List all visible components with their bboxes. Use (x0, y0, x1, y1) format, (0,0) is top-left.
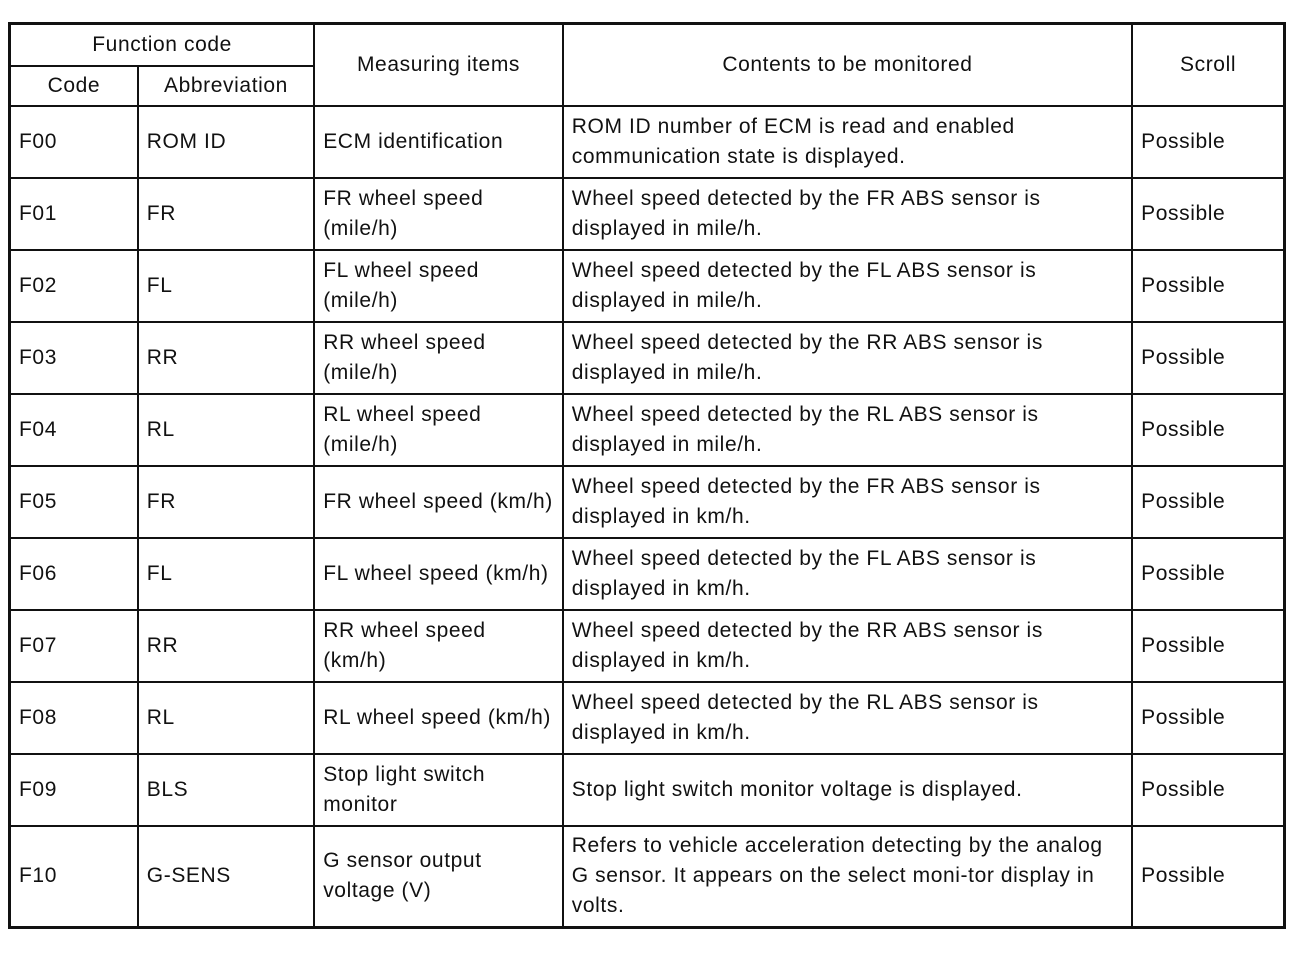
contents-cell: Wheel speed detected by the FL ABS sensor is displayed in km/h. (563, 538, 1132, 610)
abbreviation-cell: FL (138, 250, 314, 322)
measuring-item-cell: Stop light switch monitor (314, 754, 563, 826)
measuring-item-cell: ECM identification (314, 106, 563, 178)
table-row (10, 250, 1285, 322)
code-cell: F10 (10, 826, 138, 928)
abbreviation-cell: G-SENS (138, 826, 314, 928)
measuring-item-cell: RL wheel speed (km/h) (314, 682, 563, 754)
scroll-cell: Possible (1132, 322, 1284, 394)
table-row (10, 322, 1285, 394)
code-cell: F08 (10, 682, 138, 754)
table-row (10, 682, 1285, 754)
table-row (10, 754, 1285, 826)
scroll-header: Scroll (1132, 24, 1284, 106)
scroll-cell: Possible (1132, 250, 1284, 322)
contents-cell: Wheel speed detected by the FR ABS sensor is displayed in km/h. (563, 466, 1132, 538)
code-header: Code (10, 66, 138, 106)
abbreviation-cell: BLS (138, 754, 314, 826)
contents-cell: Refers to vehicle acceleration detecting by the analog G sensor. It appears on the select moni-tor display in volts. (563, 826, 1132, 928)
measuring-item-cell: FL wheel speed (km/h) (314, 538, 563, 610)
abbreviation-cell: FL (138, 538, 314, 610)
contents-cell: Wheel speed detected by the RL ABS sensor is displayed in mile/h. (563, 394, 1132, 466)
scroll-cell: Possible (1132, 610, 1284, 682)
code-cell: F04 (10, 394, 138, 466)
contents-cell: Wheel speed detected by the FL ABS sensor is displayed in mile/h. (563, 250, 1132, 322)
table-row (10, 826, 1285, 928)
table-row (10, 538, 1285, 610)
abbreviation-header: Abbreviation (138, 66, 314, 106)
table-row (10, 466, 1285, 538)
contents-header: Contents to be monitored (563, 24, 1132, 106)
measuring-items-header: Measuring items (314, 24, 563, 106)
scroll-cell: Possible (1132, 682, 1284, 754)
contents-cell: Wheel speed detected by the RR ABS sensor is displayed in km/h. (563, 610, 1132, 682)
measuring-item-cell: RR wheel speed (km/h) (314, 610, 563, 682)
scroll-cell: Possible (1132, 826, 1284, 928)
code-cell: F03 (10, 322, 138, 394)
contents-cell: ROM ID number of ECM is read and enabled communication state is displayed. (563, 106, 1132, 178)
contents-cell: Wheel speed detected by the RR ABS sensor is displayed in mile/h. (563, 322, 1132, 394)
measuring-item-cell: RR wheel speed (mile/h) (314, 322, 563, 394)
abbreviation-cell: RL (138, 682, 314, 754)
measuring-item-cell: G sensor output voltage (V) (314, 826, 563, 928)
scroll-cell: Possible (1132, 106, 1284, 178)
contents-cell: Wheel speed detected by the FR ABS sensor is displayed in mile/h. (563, 178, 1132, 250)
code-cell: F06 (10, 538, 138, 610)
scroll-cell: Possible (1132, 754, 1284, 826)
abbreviation-cell: FR (138, 178, 314, 250)
table-row (10, 178, 1285, 250)
scroll-cell: Possible (1132, 538, 1284, 610)
scroll-cell: Possible (1132, 466, 1284, 538)
function-code-header: Function code (10, 24, 315, 66)
abbreviation-cell: FR (138, 466, 314, 538)
scroll-cell: Possible (1132, 394, 1284, 466)
abbreviation-cell: RR (138, 610, 314, 682)
function-code-table (8, 22, 1286, 929)
scroll-cell: Possible (1132, 178, 1284, 250)
contents-cell: Wheel speed detected by the RL ABS sensor is displayed in km/h. (563, 682, 1132, 754)
code-cell: F00 (10, 106, 138, 178)
measuring-item-cell: RL wheel speed (mile/h) (314, 394, 563, 466)
measuring-item-cell: FR wheel speed (mile/h) (314, 178, 563, 250)
abbreviation-cell: RR (138, 322, 314, 394)
table-row (10, 394, 1285, 466)
code-cell: F07 (10, 610, 138, 682)
code-cell: F09 (10, 754, 138, 826)
code-cell: F01 (10, 178, 138, 250)
measuring-item-cell: FL wheel speed (mile/h) (314, 250, 563, 322)
table-row (10, 106, 1285, 178)
abbreviation-cell: RL (138, 394, 314, 466)
abbreviation-cell: ROM ID (138, 106, 314, 178)
code-cell: F02 (10, 250, 138, 322)
contents-cell: Stop light switch monitor voltage is displayed. (563, 754, 1132, 826)
measuring-item-cell: FR wheel speed (km/h) (314, 466, 563, 538)
table-row (10, 610, 1285, 682)
code-cell: F05 (10, 466, 138, 538)
